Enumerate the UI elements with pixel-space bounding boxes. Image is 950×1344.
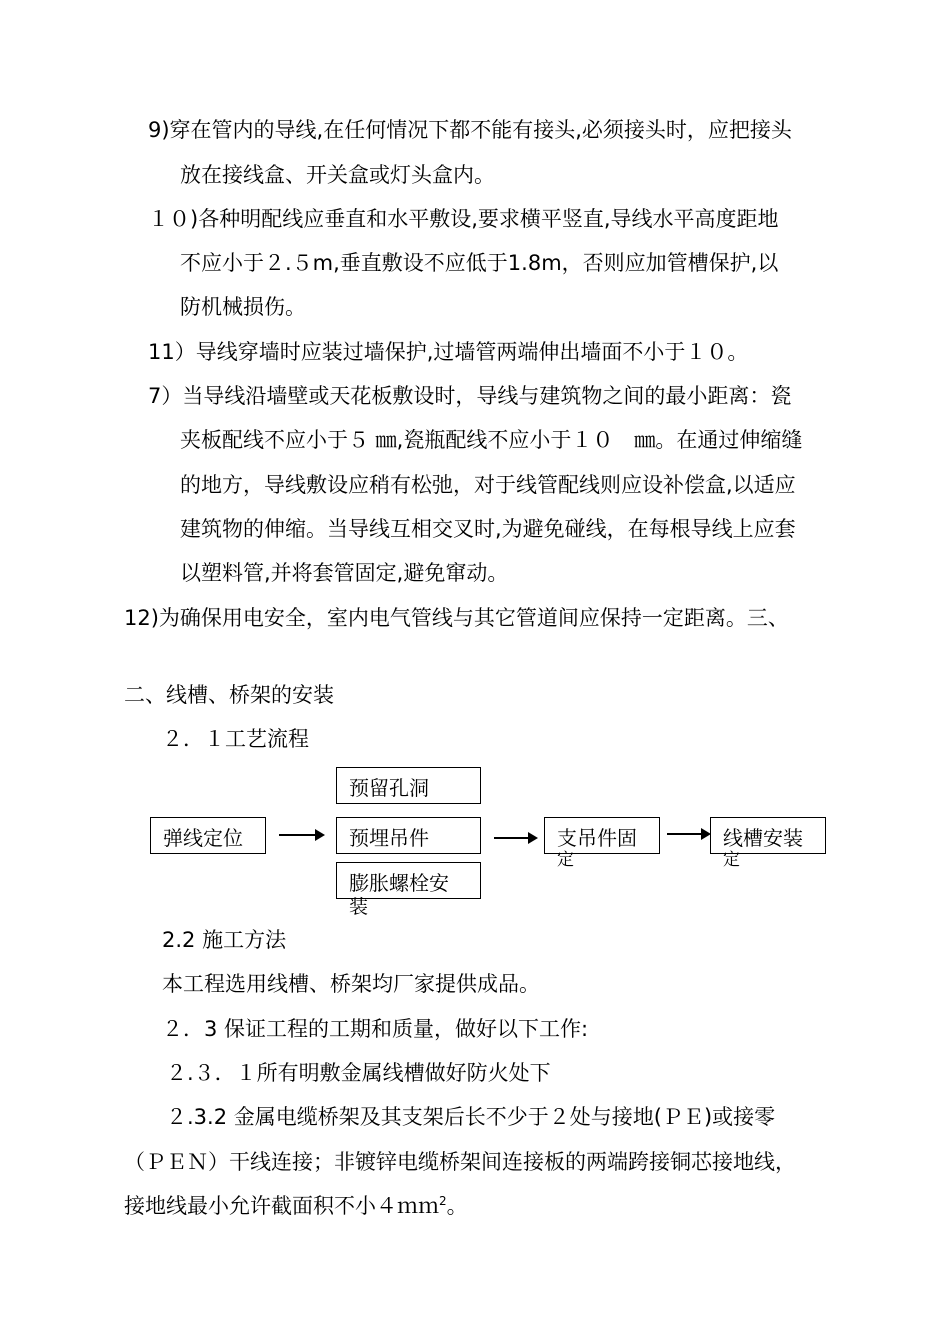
section-2-2-body: 本工程选用线槽、桥架均厂家提供成品。 xyxy=(162,972,540,996)
section-2-2-heading: 2.2 施工方法 xyxy=(162,928,287,952)
flow-box-expansion-bolts-wrap: 装 xyxy=(349,896,369,918)
item-7-line-4: 建筑物的伸缩。当导线互相交叉时,为避免碰线，在每根导线上应套 xyxy=(180,517,796,541)
item-7-line-5: 以塑料管,并将套管固定,避免窜动。 xyxy=(180,561,509,585)
item-7-line-1: 7）当导线沿墙壁或天花板敷设时，导线与建筑物之间的最小距离：瓷 xyxy=(148,384,792,408)
flow-box-install-trunking-wrap: 定 xyxy=(723,850,740,870)
item-11-line-1: 11）导线穿墙时应装过墙保护,过墙管两端伸出墙面不小于１０。 xyxy=(148,340,749,364)
item-7-line-3: 的地方，导线敷设应稍有松弛，对于线管配线则应设补偿盒,以适应 xyxy=(180,473,796,497)
flow-box-fix-supports-label: 支吊件固 xyxy=(557,826,637,850)
section-2-3-2-line-2: （ＰＥＮ）干线连接；非镀锌电缆桥架间连接板的两端跨接铜芯接地线， xyxy=(124,1150,796,1174)
flow-box-expansion-bolts-label: 膨胀螺栓安 xyxy=(349,871,449,895)
item-10-line-1: １０)各种明配线应垂直和水平敷设,要求横平竖直,导线水平高度距地 xyxy=(148,207,779,231)
section-2-heading: 二、线槽、桥架的安装 xyxy=(124,683,334,707)
item-7-line-2: 夹板配线不应小于５ ㎜,瓷瓶配线不应小于１０ ㎜。在通过伸缩缝 xyxy=(180,428,803,452)
item-12-line-1: 12)为确保用电安全，室内电气管线与其它管道间应保持一定距离。三、 xyxy=(124,606,789,630)
flow-box-install-trunking xyxy=(710,817,826,870)
flow-box-marking-label: 弹线定位 xyxy=(163,826,243,850)
flow-box-expansion-bolts xyxy=(336,862,481,918)
flow-arrow-2 xyxy=(494,837,536,839)
flow-box-fix-supports xyxy=(544,817,660,870)
section-2-1-heading: ２．１工艺流程 xyxy=(162,727,309,751)
flow-arrow-1 xyxy=(279,834,323,836)
section-2-3-1: ２.３．１所有明敷金属线槽做好防火处下 xyxy=(166,1061,551,1085)
section-2-3-heading: ２．3 保证工程的工期和质量，做好以下工作: xyxy=(162,1017,589,1041)
item-10-line-2: 不应小于２.５m,垂直敷设不应低于1.8m，否则应加管槽保护,以 xyxy=(180,251,779,275)
flow-box-fix-supports-wrap: 定 xyxy=(557,850,574,870)
flow-box-reserve-holes-label: 预留孔洞 xyxy=(349,776,429,800)
flow-box-reserve-holes xyxy=(336,767,481,804)
item-9-line-2: 放在接线盒、开关盒或灯头盒内。 xyxy=(180,163,495,187)
flow-box-marking xyxy=(150,817,266,854)
item-9-line-1: 9)穿在管内的导线,在任何情况下都不能有接头,必须接头时，应把接头 xyxy=(148,118,792,142)
item-10-line-3: 防机械损伤。 xyxy=(180,295,306,319)
section-2-3-2-line-3-end: 。 xyxy=(446,1194,468,1218)
flow-box-embed-hangers-label: 预埋吊件 xyxy=(349,826,429,850)
flow-box-embed-hangers xyxy=(336,817,481,854)
section-2-3-2-line-3 xyxy=(124,1192,468,1220)
flow-arrow-3 xyxy=(667,833,709,835)
section-2-3-2-line-3-text: 接地线最小允许截面积不小４ｍｍ xyxy=(124,1194,439,1218)
section-2-3-2-line-1: ２.3.2 金属电缆桥架及其支架后长不少于２处与接地(ＰＥ)或接零 xyxy=(166,1105,776,1129)
superscript-2: 2 xyxy=(439,1194,447,1208)
flow-box-install-trunking-label: 线槽安装 xyxy=(723,826,803,850)
